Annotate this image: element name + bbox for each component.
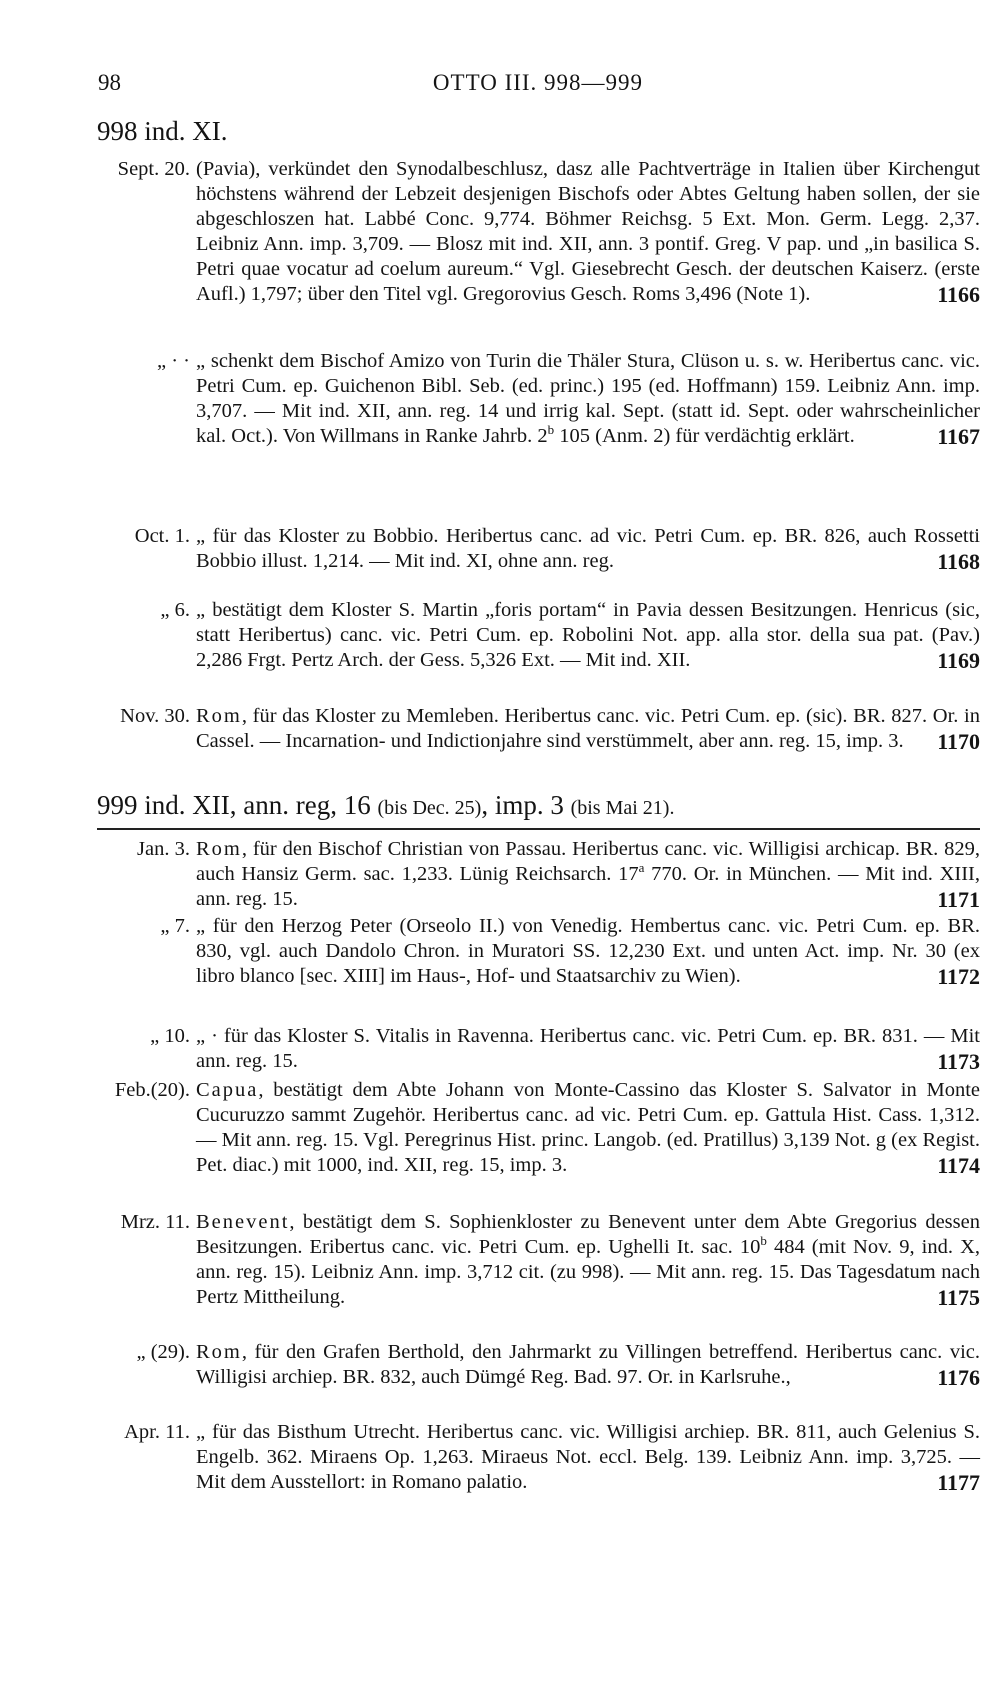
entry-body [196,837,980,912]
regest-entry [96,1340,980,1390]
section-rule [97,828,980,830]
entry-number: 1176 [937,1365,980,1390]
entry-number: 1166 [937,282,980,307]
regest-entry [96,524,980,574]
regest-entry [96,349,980,449]
entry-superscript: b [547,422,555,438]
entry-text: „ schenkt dem Bischof Amizo von Turin die Thäler Stura, Clüson u. s. w. Heribertus canc. vic. Petri Cum. ep. Guichenon Bibl. Seb. (ed. princ.) 195 (ed. Hoffmann) 159. Leibniz Ann. imp. 3,707. — Mit ind. XII, ann. reg. 14 und irrig kal. Sept. (statt id. Sept. oder wahrscheinlicher kal. Oct.). Von Willmans in Ranke Jahrb. 2 [196,350,980,447]
entry-text: „ · für das Kloster S. Vitalis in Ravenna. Heribertus canc. vic. Petri Cum. ep. BR. 831. — Mit ann. reg. 15. [196,1025,980,1072]
entry-date: „ (29). [136,1341,190,1363]
entry-date: Feb.(20). [114,1079,190,1101]
entry-number: 1170 [937,729,980,754]
entry-body [196,1420,980,1495]
entry-body [196,524,980,574]
page-number: 98 [98,70,121,95]
entry-superscript: a [638,860,645,876]
entry-date: Jan. 3. [137,838,190,860]
entry-text: , für den Bischof Christian von Passau. Heribertus canc. vic. Willigisi archicap. BR. 829, auch Hansiz Germ. sac. 1,233. Lünig Reichsarch. 17 [196,838,980,885]
entry-text: , bestätigt dem S. Sophienkloster zu Benevent unter dem Abte Gregorius dessen Besitzungen. Eribertus canc. vic. Petri Cum. ep. Ughelli It. sac. 10 [196,1211,980,1258]
entry-text: „ für das Kloster zu Bobbio. Heribertus canc. ad vic. Petri Cum. ep. BR. 826, auch Rossetti Bobbio illust. 1,214. — Mit ind. XI, ohne ann. reg. [196,525,980,572]
entry-body [196,914,980,989]
entry-text: „ bestätigt dem Kloster S. Martin „foris portam“ in Pavia dessen Besitzungen. Henricus (sic, statt Heribertus) canc. vic. Petri Cum. ep. Robolini Not. app. alla stor. della sua pat. (Pav.) 2,286 Frgt. Pertz Arch. der Gess. 5,326 Ext. — Mit ind. XII. [196,599,980,671]
entry-superscript: b [760,1233,767,1249]
entry-number: 1175 [937,1285,980,1310]
entry-text: , bestätigt dem Abte Johann von Monte-Cassino das Kloster S. Salvator in Monte Cucuruzzo sammt Zugehör. Heribertus canc. ad vic. Petri Cum. ep. Gattula Hist. Cass. 1,312. — Mit ann. reg. 15. Vgl. Peregrinus Hist. princ. Langob. (ed. Pratillus) 3,139 Not. g (ex Regist. Pet. diac.) mit 1000, ind. XII, reg. 15, imp. 3. [196,1079,980,1176]
regest-entry [96,1420,980,1495]
entry-place: Rom [196,705,242,727]
entry-text-continued: 484 (mit Nov. 9, ind. X, ann. reg. 15). Leibniz Ann. imp. 3,712 cit. (zu 998). — Mit ann. reg. 15. Das Tagesdatum nach Pertz Mittheilung. [196,1236,980,1308]
regest-entry [96,1024,980,1074]
entry-text: , für den Grafen Berthold, den Jahrmarkt zu Villingen betreffend. Heribertus canc. vic. Willigisi archiep. BR. 832, auch Dümgé Reg. Bad. 97. Or. in Karlsruhe., [196,1341,980,1388]
entry-number: 1173 [937,1049,980,1074]
entry-body [196,157,980,307]
entry-text: „ für den Herzog Peter (Orseolo II.) von Venedig. Hembertus canc. vic. Petri Cum. ep. BR. 830, vgl. auch Dandolo Chron. in Muratori SS. 12,230 Ext. und unten Act. imp. Nr. 30 (ex libro blanco [sec. XIII] im Haus-, Hof- und Staatsarchiv zu Wien). [196,915,980,987]
section-heading-imp: , imp. 3 [481,790,564,820]
entry-number: 1168 [937,549,980,574]
regest-entry [96,598,980,673]
entry-date: Sept. 20. [117,158,190,180]
entry-place: Capua [196,1079,259,1101]
entry-number: 1172 [937,964,980,989]
entry-number: 1171 [937,887,980,912]
entry-number: 1169 [937,648,980,673]
regest-entry [96,157,980,307]
entry-body [196,1340,980,1390]
entry-date: „ · · [156,350,190,372]
regest-entry [96,914,980,989]
entry-date: „ 10. [150,1025,190,1047]
entry-date: „ 7. [160,915,190,937]
entry-number: 1177 [937,1470,980,1495]
entry-body [196,349,980,449]
section-heading-until-dec: (bis Dec. 25) [377,797,482,819]
regest-entry [96,1078,980,1178]
entry-place: Benevent [196,1211,290,1233]
entry-text: , für das Kloster zu Memleben. Heribertus canc. vic. Petri Cum. ep. (sic). BR. 827. Or. in Cassel. — Incarnation- und Indictionjahre sind verstümmelt, aber ann. reg. 15, imp. 3. [196,705,980,752]
entry-place: Rom [196,1341,242,1363]
entry-date: Apr. 11. [124,1421,190,1443]
entry-date: Nov. 30. [120,705,190,727]
entry-body [196,1024,980,1074]
entry-number: 1174 [937,1153,980,1178]
section-heading-until-may: (bis Mai 21). [570,797,675,819]
entry-body [196,598,980,673]
entry-date: Mrz. 11. [120,1211,190,1233]
running-title: OTTO III. 998—999 [432,70,644,95]
page-header [98,70,978,100]
entry-body [196,704,980,754]
entry-date: „ 6. [160,599,190,621]
entry-place: Rom [196,838,242,860]
entry-text: „ für das Bisthum Utrecht. Heribertus canc. vic. Willigisi archiep. BR. 811, auch Gelenius S. Engelb. 362. Miraens Op. 1,263. Miraeus Not. eccl. Belg. 139. Leibniz Ann. imp. 3,725. — Mit dem Ausstellort: in Romano palatio. [196,1421,980,1493]
regest-entry [96,1210,980,1310]
entry-body [196,1210,980,1310]
section-heading-main: 999 ind. XII, ann. reg, 16 [97,790,371,820]
regest-entry [96,704,980,754]
section-heading-998: 998 ind. XI. [97,116,228,146]
entry-text: (Pavia), verkündet den Synodalbeschlusz, dasz alle Pachtverträge in Italien über Kirchengut höchstens während der Lebzeit desjenigen Bischofs oder Abtes Geltung haben sollen, der sie abgeschloszen hat. Labbé Conc. 9,774. Böhmer Reichsg. 5 Ext. Mon. Germ. Legg. 2,37. Leibniz Ann. imp. 3,709. — Blosz mit ind. XII, ann. 3 pontif. Greg. V pap. und „in basilica S. Petri quae vocatur ad coelum aureum.“ Vgl. Giesebrecht Gesch. der deutschen Kaiserz. (erste Aufl.) 1,797; über den Titel vgl. Gregorovius Gesch. Roms 3,496 (Note 1). [196,158,980,305]
entry-number: 1167 [937,424,980,449]
entry-text-continued: 770. Or. in München. — Mit ind. XIII, ann. reg. 15. [196,863,980,910]
entry-body [196,1078,980,1178]
regest-entry [96,837,980,912]
section-heading-999 [97,790,674,821]
entry-text-continued: 105 (Anm. 2) für verdächtig erklärt. [554,425,855,447]
entry-date: Oct. 1. [134,525,190,547]
